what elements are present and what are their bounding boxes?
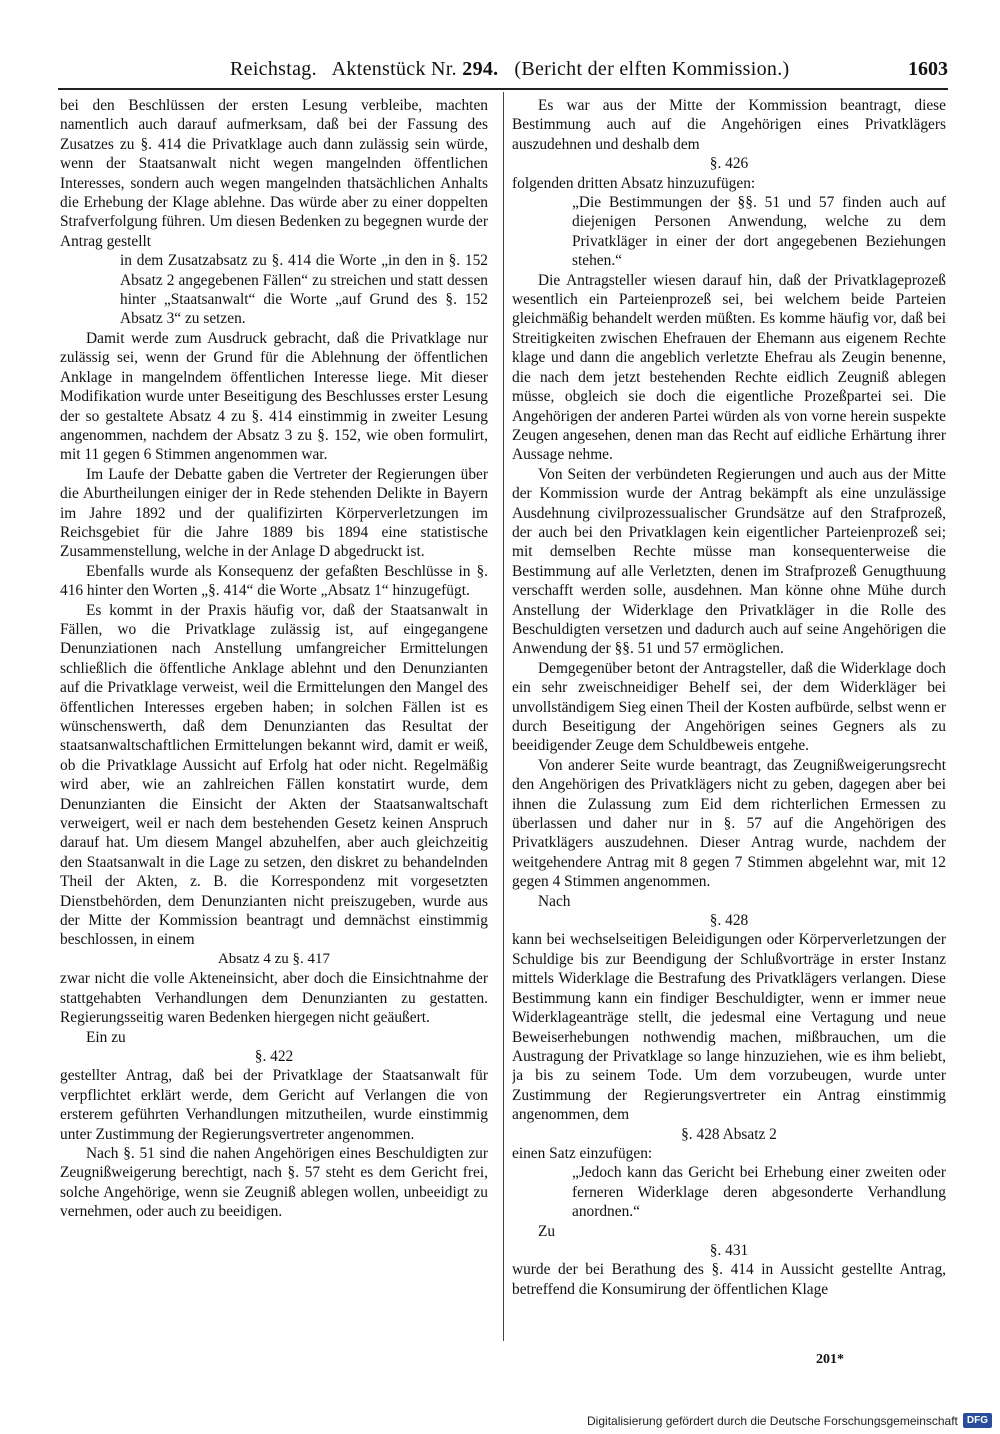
paragraph: bei den Beschlüssen der ersten Lesung verbleibe, machten namentlich auch darauf aufmerksam, daß bei der Fassung des Zusatzes zu §. 414 die Privatklage auch dann zulässig sein würde, wenn der Staatsanwalt nicht wegen mangelnden öffentlichen Interesses, sondern auch wegen mangelnden thatsächlichen Anhalts die Erhebung der Klage ablehne. Das würde aber zu einer doppelten Strafverfolgung führen. Um diesen Bedenken zu begegnen wurde der Antrag gestellt <box>60 97 488 250</box>
paragraph: Ebenfalls wurde als Konsequenz der gefaßten Beschlüsse in §. 416 hinter den Worten „§. 414“ die Worte „Absatz 1“ hinzugefügt. <box>60 562 488 600</box>
paragraph: „Jedoch kann das Gericht bei Erhebung einer zweiten oder ferneren Widerklage deren abgesonderte Verhandlung anordnen.“ <box>572 1164 946 1221</box>
paragraph: Ein zu <box>86 1028 126 1046</box>
column-separator <box>503 92 504 1341</box>
paragraph: §. 422 <box>254 1047 294 1065</box>
running-title <box>230 58 789 81</box>
paragraph: Damit werde zum Ausdruck gebracht, daß die Privatklage nur zulässig sei, wenn der Grund für die Ablehnung der öffentlichen Anklage in mangelndem öffentlichen Interesse liege. Mit dieser Modifikation wurde unter Beseitigung des Beschlusses erster Lesung der so gestaltete Absatz 4 zu §. 414 einstimmig in zweiter Lesung angenommen, nachdem der Absatz 3 zu §. 152, wie oben formulirt, mit 11 gegen 6 Stimmen angenommen war. <box>60 329 488 464</box>
dfg-logo: DFG <box>963 1413 992 1428</box>
paragraph: in dem Zusatzabsatz zu §. 414 die Worte „in den in §. 152 Absatz 2 angegebenen Fällen“ zu streichen und statt dessen hinter „Staatsanwalt“ die Worte „auf Grund des §. 152 Absatz 3“ zu setzen. <box>120 252 488 328</box>
paragraph: kann bei wechselseitigen Beleidigungen oder Körperverletzungen der Schuldige bis zur Beendigung der Schlußvorträge in erster Instanz mittels Widerklage die Bestrafung des Privatklägers verlangen. Diese Bestimmung kann ein findiger Beschuldigter, wenn er immer neue Widerklageanträge stellt, die jedesmal eine Vertagung und neue Beweiserhebungen nothwendig machen, mißbrauchen, um die Austragung der Privatklage so lange hinzuziehen, wie es ihm beliebt, ja bis zu seinem Tode. Um dem vorzubeugen, wurde unter Zustimmung der Regierungsvertreter ein Antrag einstimmig angenommen, dem <box>512 931 946 1124</box>
left-column <box>60 96 488 1346</box>
paragraph: Im Laufe der Debatte gaben die Vertreter der Regierungen über die Aburtheilungen einiger der in Rede stehenden Delikte in Bayern im Jahre 1892 und der qualifizirten Körperverletzungen im Reichsgebiet für die Jahre 1889 bis 1894 eine statistische Zusammenstellung, welche in der Anlage D abgedruckt ist. <box>60 465 488 561</box>
paragraph: zwar nicht die volle Akteneinsicht, aber doch die Einsichtnahme der stattgehabten Verhandlungen dem Denunzianten zu gestatten. Regierungsseitig waren Bedenken hiergegen nicht geäußert. <box>60 970 488 1027</box>
paragraph: Absatz 4 zu §. 417 <box>217 950 331 967</box>
paragraph: „Die Bestimmungen der §§. 51 und 57 finden auch auf diejenigen Personen Anwendung, welche zu dem Privatkläger in einer der dort angegebenen Beziehungen stehen.“ <box>572 194 946 270</box>
paragraph: §. 431 <box>709 1241 749 1259</box>
paragraph: Von Seiten der verbündeten Regierungen und auch aus der Mitte der Kommission wurde der Antrag bekämpft als eine unzulässige Ausdehnung civilprozessualischer Grundsätze auf den Strafprozeß, der auch bei den Privatklagen kein eigentlicher Parteienprozeß sei; mit demselben Rechte müsse man konsequenterweise die Bestimmung auf alle Verletzten, denen im Strafprozeß Genugthuung verschafft werden solle, ausdehnen. Man könne ohne Mühe durch Anstellung der Widerklage den Privatkläger in die Rolle des Beschuldigten versetzen und dadurch auch auf seine Angehörigen die Anwendung der §§. 51 und 57 ermöglichen. <box>512 465 946 658</box>
paragraph: wurde der bei Berathung des §. 414 in Aussicht gestellte Antrag, betreffend die Konsumirung der öffentlichen Klage <box>512 1261 946 1298</box>
running-title-prefix: Reichstag. Aktenstück Nr. <box>230 58 463 80</box>
paragraph: §. 426 <box>709 155 749 173</box>
paragraph: gestellter Antrag, daß bei der Privatklage der Staatsanwalt für verpflichtet erklärt werde, dem Gericht auf Verlangen die von ersterem geführten Verhandlungen mitzutheilen, wurde einstimmig unter Zustimmung der Regierungsvertreter angenommen. <box>60 1067 488 1143</box>
running-title-suffix: (Bericht der elften Kommission.) <box>498 58 790 80</box>
sheet-number: 201* <box>816 1352 844 1367</box>
paragraph: Nach <box>538 892 571 910</box>
paragraph: Es kommt in der Praxis häufig vor, daß der Staatsanwalt in Fällen, wo die Privatklage zulässig ist, auf eingegangene Denunziationen nach Anstellung umfangreicher Ermittelungen schließlich die öffentliche Anklage ablehnt und den Denunzianten auf die Privatklage verweist, weil die Ermittelungen den Mangel des öffentlichen Interesses ergeben haben; in solchen Fällen ist es wünschenswerth, daß dem Denunzianten das Resultat der staatsanwaltschaftlichen Ermittelungen bekannt wird, damit er weiß, ob die Privatklage Aussicht auf Erfolg hat oder nicht. Regelmäßig wird aber, wie an zahlreichen Fällen konstatirt wurde, dem Denunzianten die Einsicht der Akten der Staatsanwaltschaft verweigert, weil er nach dem bestehenden Gesetz keinen Anspruch darauf hat. Um diesem Mangel abzuhelfen, aber auch gleichzeitig den Staatsanwalt in die Lage zu setzen, den diskret zu behandelnden Theil der Akten, z. B. die Korrespondenz mit vorgesetzten Dienstbehörden, dem Denunzianten nicht preiszugeben, wurde aus der Mitte der Kommission beantragt und demnächst einstimmig beschlossen, in einem <box>60 601 488 949</box>
paragraph: Demgegenüber betont der Antragsteller, daß die Widerklage doch ein sehr zweischneidiger Behelf sei, der dem Widerkläger bei unvollständigem Sieg einen Theil der Kosten aufbürde, selbst wenn er durch Beseitigung der Angehörigen seines Gegners als zu beeidigender Zeuge dem Schuldbeweis entgehe. <box>512 659 946 755</box>
digitization-note: Digitalisierung gefördert durch die Deutsche Forschungsgemeinschaft <box>587 1413 958 1428</box>
page-header <box>58 56 948 86</box>
header-rule <box>58 88 948 90</box>
digitization-credit <box>587 1413 992 1428</box>
paragraph: einen Satz einzufügen: <box>512 1144 653 1162</box>
page-number: 1603 <box>908 58 948 80</box>
paragraph: §. 428 Absatz 2 <box>681 1125 777 1143</box>
document-number: 294. <box>462 58 499 80</box>
paragraph: Nach §. 51 sind die nahen Angehörigen eines Beschuldigten zur Zeugnißweigerung berechtigt, nach §. 57 steht es dem Gericht frei, solche Angehörige, wenn sie Zeugniß ablegen wollen, unbeeidigt zu vernehmen, oder auch zu beeidigen. <box>60 1144 488 1221</box>
paragraph: Es war aus der Mitte der Kommission beantragt, diese Bestimmung auch auf die Angehörigen eines Privatklägers auszudehnen und deshalb dem <box>512 97 946 153</box>
right-column <box>512 96 946 1346</box>
paragraph: Zu <box>538 1222 556 1240</box>
paragraph: §. 428 <box>709 912 749 930</box>
paragraph: folgenden dritten Absatz hinzuzufügen: <box>512 174 756 192</box>
paragraph: Die Antragsteller wiesen darauf hin, daß der Privatklageprozeß wesentlich ein Parteienprozeß sei, bei welchem beide Parteien gleichmäßig behandelt werden müßten. Es komme häufig vor, daß bei Streitigkeiten zwischen Ehefrauen der Ehemann aus eigenem Rechte klage und dann die angeblich verletzte Ehefrau als Zeugin benenne, die nach dem jetzt bestehenden Rechte eidlich Zeugniß ablegen müsse, obgleich sie doch die eigentliche Prozeßpartei sei. Die Angehörigen der anderen Partei würden als von vorne herein suspekte Zeugen angesehen, denen man das Recht auf eidliche Erhärtung ihrer Aussage nehme. <box>512 271 946 464</box>
paragraph: Von anderer Seite wurde beantragt, das Zeugnißweigerungsrecht den Angehörigen des Privatklägers nicht zu geben, dagegen aber bei ihnen die Zulassung zum Eid dem richterlichen Ermessen zu überlassen und daher nur in §. 57 auf die Angehörigen des Privatklägers auszudehnen. Dieser Antrag wurde, nachdem der weitgehendere Antrag mit 8 gegen 7 Stimmen abgelehnt war, mit 12 gegen 4 Stimmen angenommen. <box>512 756 946 891</box>
